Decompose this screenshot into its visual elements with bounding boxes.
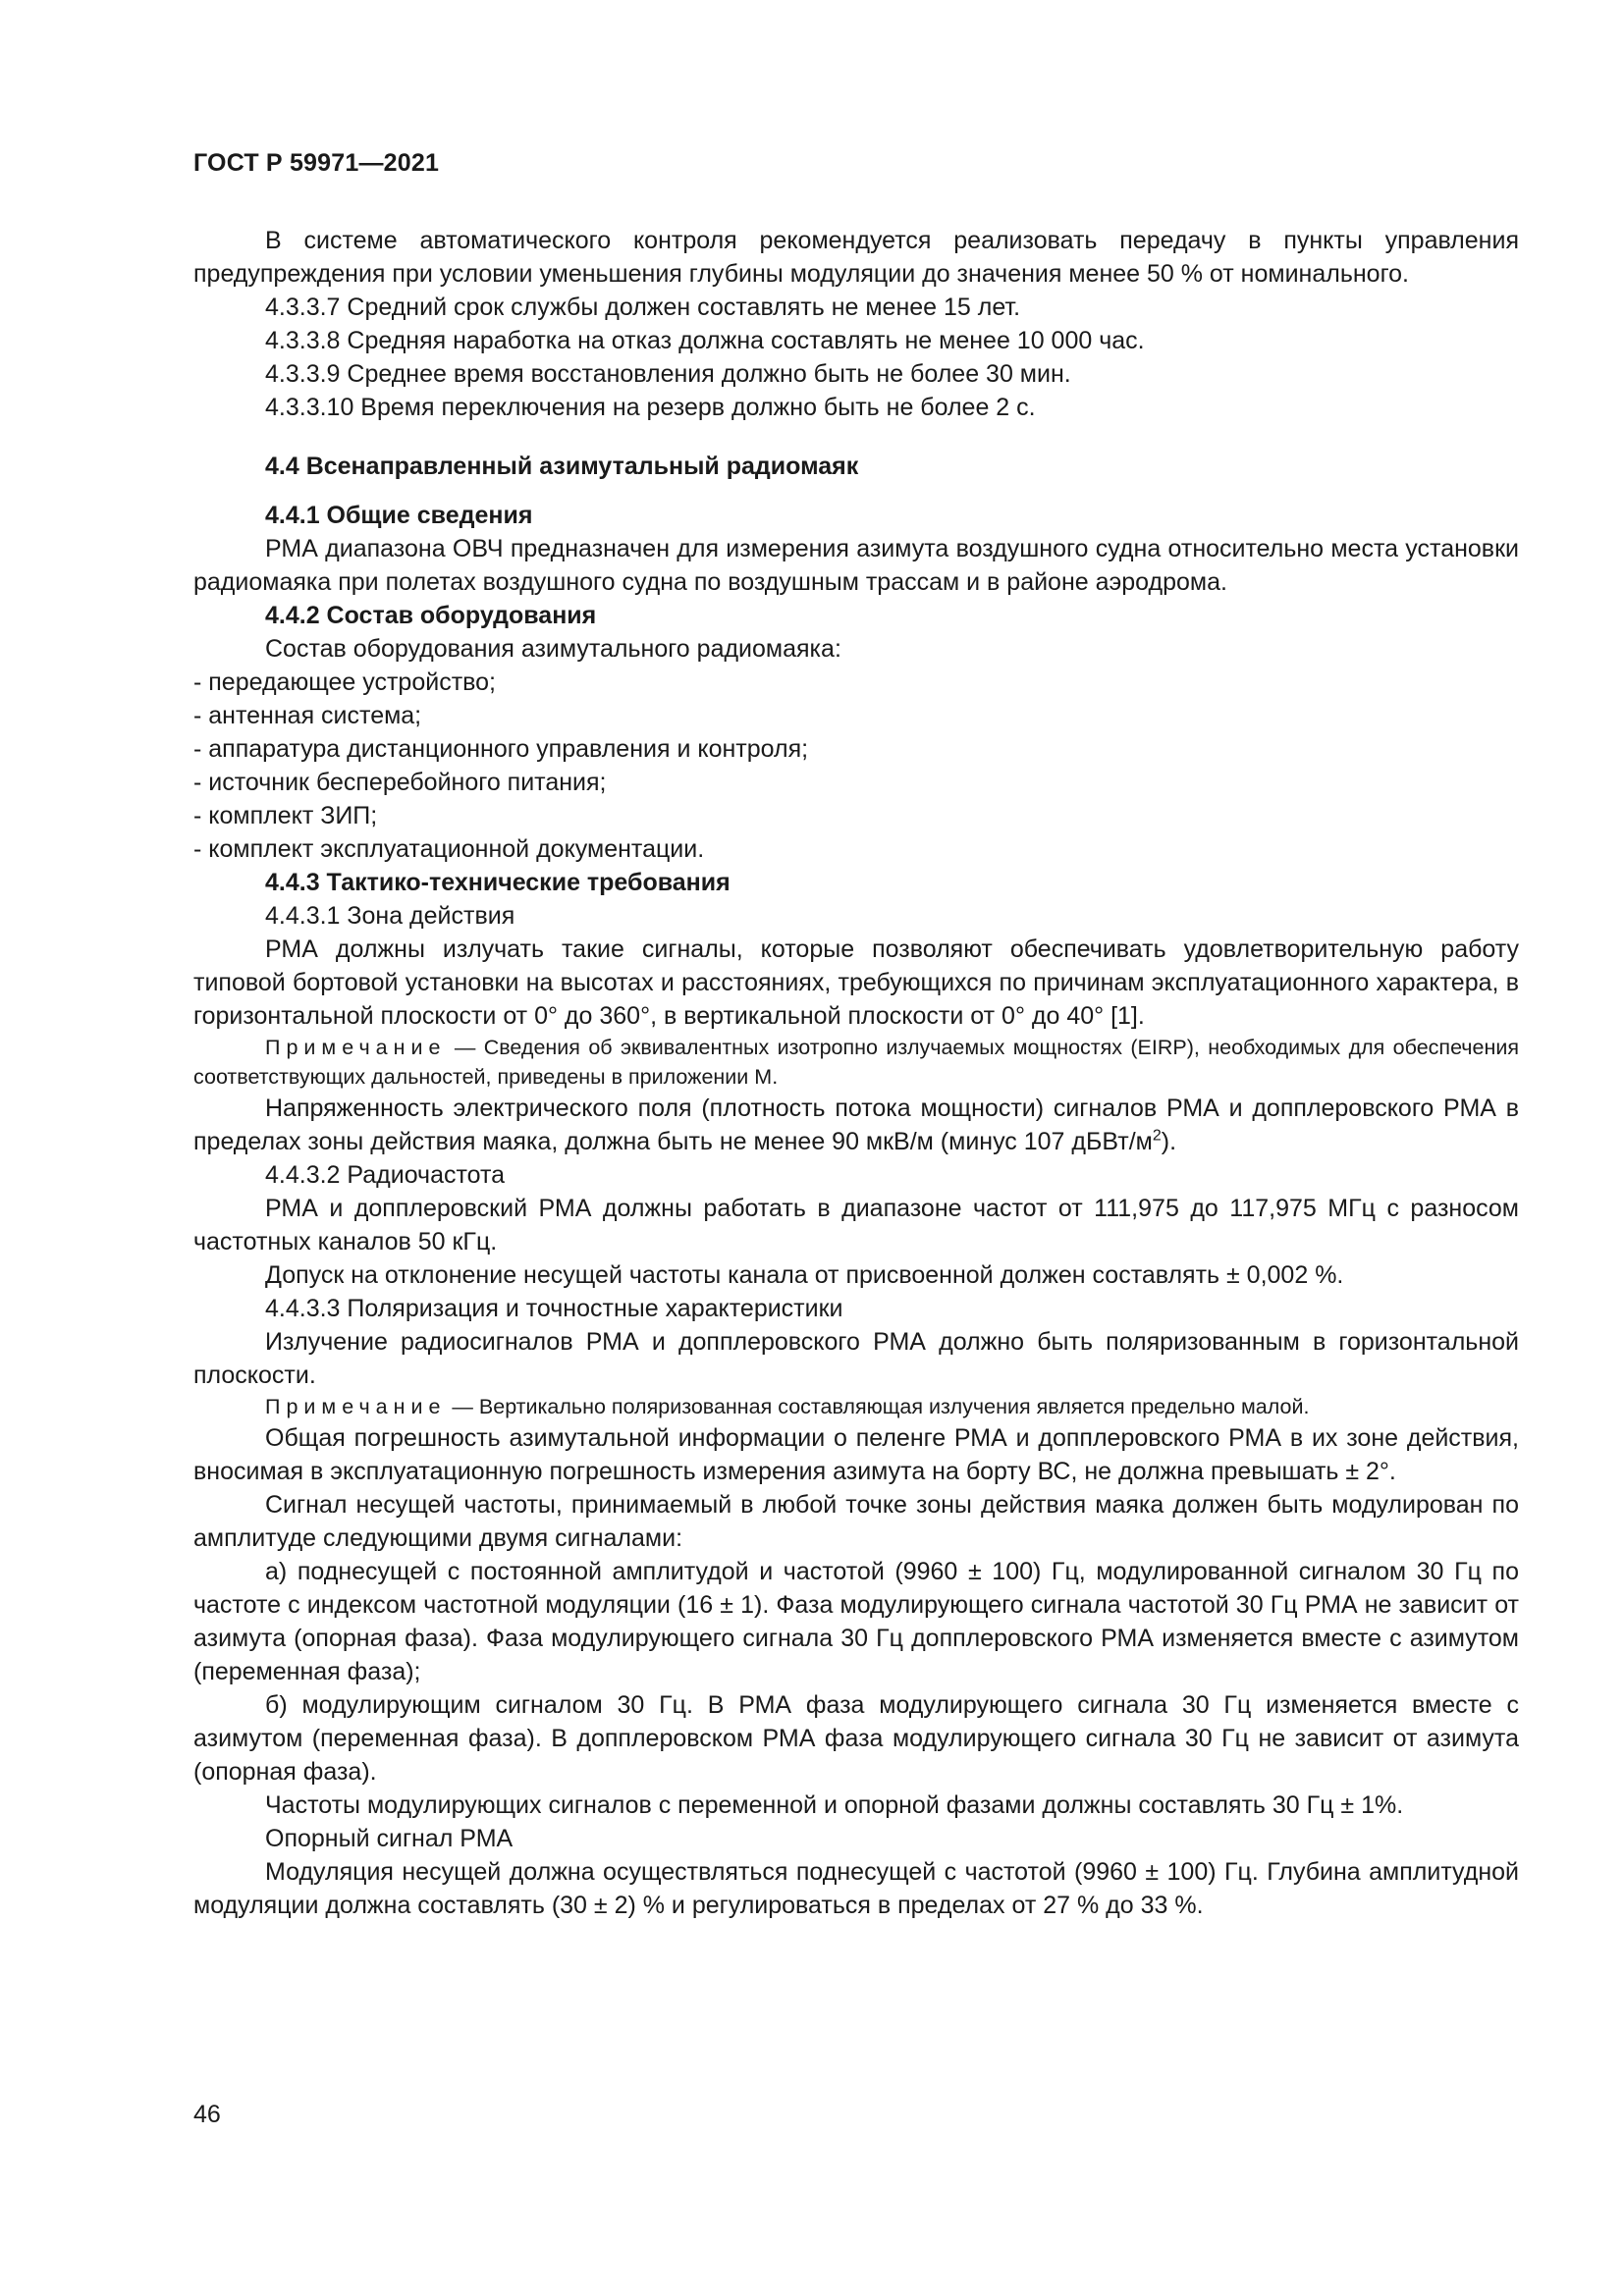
paragraph: РМА диапазона ОВЧ предназначен для измерения азимута воздушного судна относительно места установки радиомаяка при полетах воздушного судна по воздушным трассам и в районе аэродрома. xyxy=(193,535,1519,596)
section-heading-4-4-2: 4.4.2 Состав оборудования xyxy=(265,602,597,629)
paragraph: В системе автоматического контроля рекомендуется реализовать передачу в пункты управления предупреждения при условии уменьшения глубины модуляции до значения менее 50 % от номинального. xyxy=(193,227,1519,288)
list-item: - антенная система; xyxy=(193,702,422,729)
paragraph: Общая погрешность азимутальной информации о пеленге РМА и допплеровского РМА в их зоне действия, вносимая в эксплуатационную погрешность измерения азимута на борту ВС, не должна превышать ± 2°. xyxy=(193,1424,1519,1485)
note xyxy=(193,1392,1519,1421)
paragraph: Опорный сигнал РМА xyxy=(265,1825,514,1852)
page-number: 46 xyxy=(193,2101,221,2128)
paragraph-text: Напряженность электрического поля (плотность потока мощности) сигналов РМА и допплеровского РМА в пределах зоны действия маяка, должна быть не менее 90 мкВ/м (минус 107 дБВт/м xyxy=(193,1095,1519,1155)
paragraph: Излучение радиосигналов РМА и допплеровского РМА должно быть поляризованным в горизонтальной плоскости. xyxy=(193,1328,1519,1389)
list-item: - источник бесперебойного питания; xyxy=(193,769,607,796)
list-item-a: а) поднесущей с постоянной амплитудой и частотой (9960 ± 100) Гц, модулированной сигналом 30 Гц по частоте с индексом частотной модуляции (16 ± 1). Фаза модулирующего сигнала частотой 30 Гц РМА не зависит от азимута (опорная фаза). Фаза модулирующего сигнала 30 Гц допплеровского РМА изменяется вместе с азимутом (переменная фаза); xyxy=(193,1558,1519,1685)
clause-4-3-3-7: 4.3.3.7 Средний срок службы должен составлять не менее 15 лет. xyxy=(265,294,1021,321)
clause-4-4-3-2: 4.4.3.2 Радиочастота xyxy=(265,1161,506,1189)
list-item: - передающее устройство; xyxy=(193,668,496,696)
paragraph-text-end: ). xyxy=(1161,1128,1177,1155)
paragraph: Сигнал несущей частоты, принимаемый в любой точке зоны действия маяка должен быть модулирован по амплитуде следующими двумя сигналами: xyxy=(193,1491,1519,1552)
section-heading-4-4-1: 4.4.1 Общие сведения xyxy=(265,502,533,529)
list-item: - комплект ЗИП; xyxy=(193,802,378,829)
paragraph xyxy=(193,1092,1519,1158)
note-label: Примечание xyxy=(265,1395,447,1418)
note xyxy=(193,1033,1519,1092)
paragraph: Допуск на отклонение несущей частоты канала от присвоенной должен составлять ± 0,002 %. xyxy=(265,1261,1344,1289)
note-text: — Сведения об эквивалентных изотропно излучаемых мощностях (EIRP), необходимых для обеспечения соответствующих дальностей, приведены в приложении М. xyxy=(193,1036,1519,1089)
clause-4-4-3-3: 4.4.3.3 Поляризация и точностные характеристики xyxy=(265,1295,843,1322)
section-heading-4-4: 4.4 Всенаправленный азимутальный радиомаяк xyxy=(265,453,859,480)
list-item: - аппаратура дистанционного управления и контроля; xyxy=(193,735,809,763)
page-body xyxy=(193,224,1519,1922)
note-text: — Вертикально поляризованная составляющая излучения является предельно малой. xyxy=(446,1395,1310,1418)
section-heading-4-4-3: 4.4.3 Тактико-технические требования xyxy=(265,869,731,896)
list-item: - комплект эксплуатационной документации. xyxy=(193,835,705,863)
note-label: Примечание xyxy=(265,1036,447,1059)
standard-header: ГОСТ Р 59971—2021 xyxy=(193,149,440,177)
paragraph: Состав оборудования азимутального радиомаяка: xyxy=(265,635,841,663)
paragraph: Частоты модулирующих сигналов с переменной и опорной фазами должны составлять 30 Гц ± 1%. xyxy=(265,1791,1404,1819)
list-item-b: б) модулирующим сигналом 30 Гц. В РМА фаза модулирующего сигнала 30 Гц изменяется вместе с азимутом (переменная фаза). В допплеровском РМА фаза модулирующего сигнала 30 Гц не зависит от азимута (опорная фаза). xyxy=(193,1691,1519,1786)
paragraph: РМА должны излучать такие сигналы, которые позволяют обеспечивать удовлетворительную работу типовой бортовой установки на высотах и расстояниях, требующихся по причинам эксплуатационного характера, в горизонтальной плоскости от 0° до 360°, в вертикальной плоскости от 0° до 40° [1]. xyxy=(193,935,1519,1030)
superscript: 2 xyxy=(1152,1127,1162,1145)
clause-4-3-3-8: 4.3.3.8 Средняя наработка на отказ должна составлять не менее 10 000 час. xyxy=(265,327,1145,354)
paragraph: Модуляция несущей должна осуществляться поднесущей с частотой (9960 ± 100) Гц. Глубина амплитудной модуляции должна составлять (30 ± 2) % и регулироваться в пределах от 27 % до 33 %. xyxy=(193,1858,1519,1919)
clause-4-3-3-9: 4.3.3.9 Среднее время восстановления должно быть не более 30 мин. xyxy=(265,360,1071,388)
clause-4-3-3-10: 4.3.3.10 Время переключения на резерв должно быть не более 2 с. xyxy=(265,394,1036,421)
paragraph: РМА и допплеровский РМА должны работать в диапазоне частот от 111,975 до 117,975 МГц с разносом частотных каналов 50 кГц. xyxy=(193,1195,1519,1255)
clause-4-4-3-1: 4.4.3.1 Зона действия xyxy=(265,902,515,930)
